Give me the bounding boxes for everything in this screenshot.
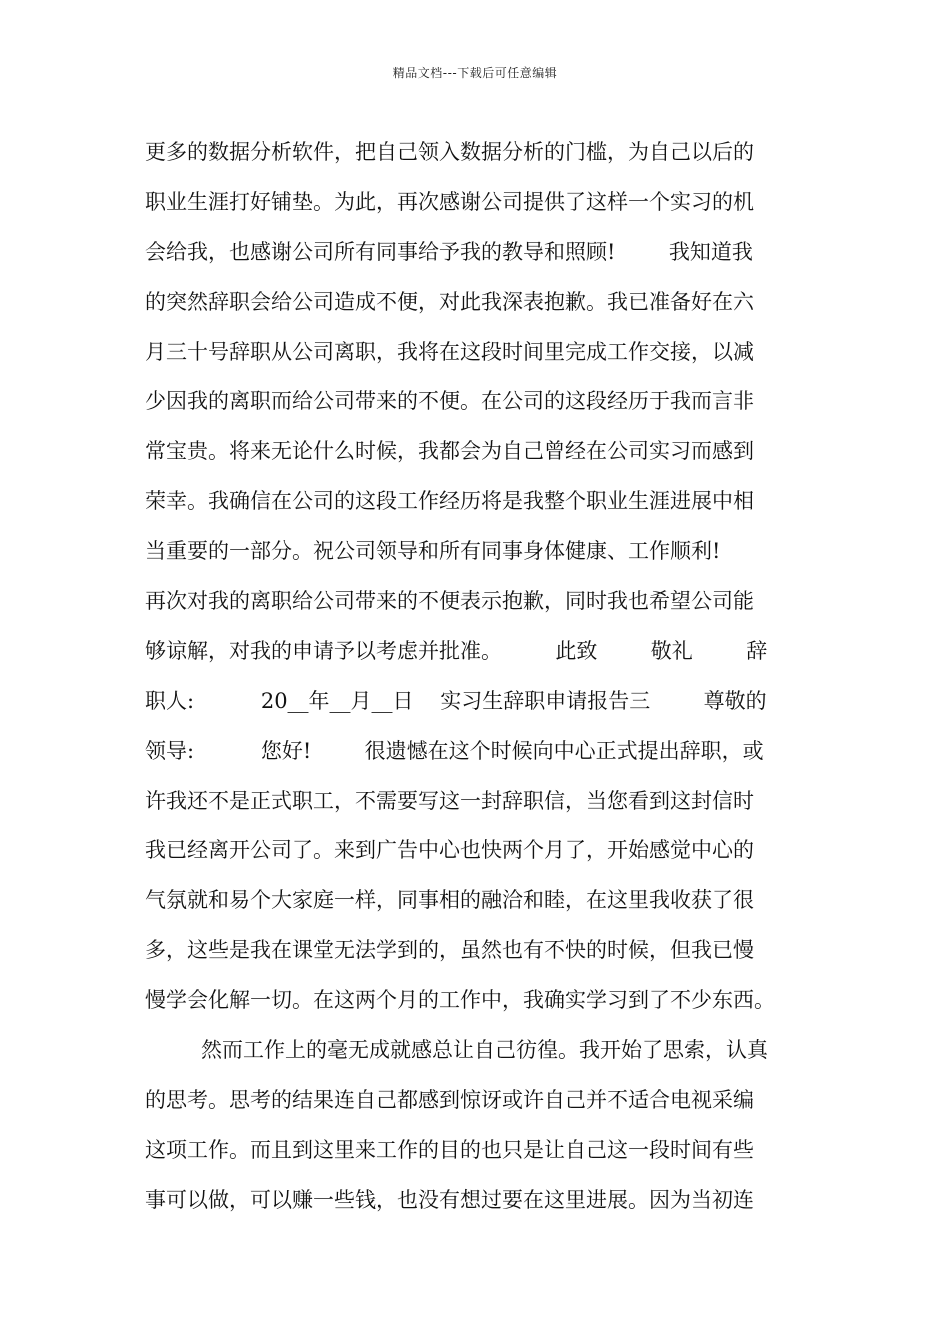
text-line-15: 我已经离开公司了。来到广告中心也快两个月了，开始感觉中心的 [145, 838, 754, 863]
text-line-17: 多，这些是我在课堂无法学到的，虽然也有不快的时候，但我已慢 [145, 938, 754, 963]
text-line-11: 够谅解，对我的申请予以考虑并批准。 此致 敬礼 辞 [145, 638, 768, 663]
text-line-16: 气氛就和易个大家庭一样，同事相的融洽和睦，在这里我收获了很 [145, 888, 754, 913]
text-line-22: 事可以做，可以赚一些钱，也没有想过要在这里进展。因为当初连 [145, 1187, 754, 1212]
text-line-9: 当重要的一部分。祝公司领导和所有同事身体健康、工作顺利! [145, 539, 721, 564]
text-line-8: 荣幸。我确信在公司的这段工作经历将是我整个职业生涯进展中相 [145, 489, 754, 514]
text-line-21: 这项工作。而且到这里来工作的目的也只是让自己这一段时间有些 [145, 1137, 754, 1162]
text-line-1: 更多的数据分析软件，把自己领入数据分析的门槛，为自己以后的 [145, 140, 754, 164]
text-line-4: 的突然辞职会给公司造成不便，对此我深表抱歉。我已准备好在六 [145, 289, 754, 314]
text-line-13: 领导: 您好! 很遗憾在这个时候向中心正式提出辞职，或 [145, 738, 764, 763]
text-line-3: 会给我，也感谢公司所有同事给予我的教导和照顾! 我知道我 [145, 239, 753, 264]
body-text [145, 128, 810, 1226]
text-line-2: 职业生涯打好铺垫。为此，再次感谢公司提供了这样一个实习的机 [145, 189, 754, 214]
text-line-19: 然而工作上的毫无成就感总让自己彷徨。我开始了思索，认真 [201, 1038, 768, 1063]
text-line-7: 常宝贵。将来无论什么时候，我都会为自己曾经在公司实习而感到 [145, 439, 754, 464]
text-line-6: 少因我的离职而给公司带来的不便。在公司的这段经历于我而言非 [145, 389, 754, 414]
text-line-20: 的思考。思考的结果连自己都感到惊讶或许自己并不适合电视采编 [145, 1087, 754, 1112]
text-line-18: 慢学会化解一切。在这两个月的工作中，我确实学习到了不少东西。 [145, 988, 775, 1013]
text-line-14: 许我还不是正式职工，不需要写这一封辞职信，当您看到这封信时 [145, 788, 754, 813]
text-line-12: 职人: 20__年__月__日 实习生辞职申请报告三 尊敬的 [145, 688, 767, 713]
text-line-10: 再次对我的离职给公司带来的不便表示抱歉，同时我也希望公司能 [145, 589, 754, 614]
page-header: 精品文档---下载后可任意编辑 [392, 66, 558, 80]
text-line-5: 月三十号辞职从公司离职，我将在这段时间里完成工作交接，以减 [145, 339, 754, 364]
